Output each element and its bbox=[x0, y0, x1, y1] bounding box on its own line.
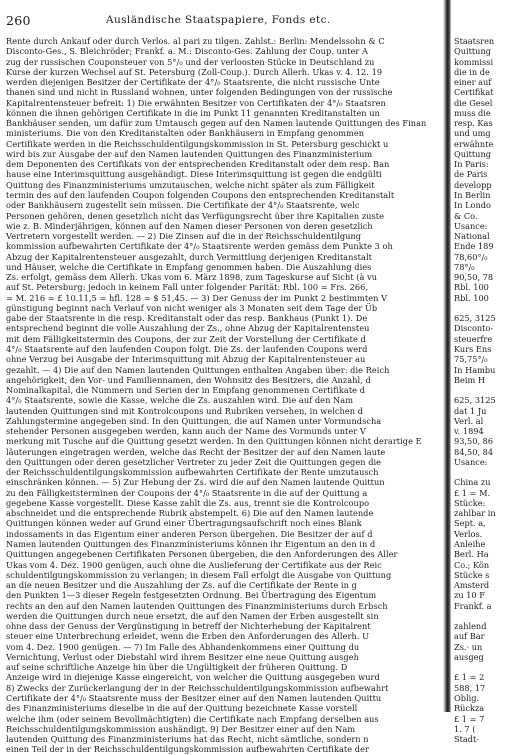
text-line: mit dem Fälligkeitstermin des Coupons, der zur Zeit der Vorstellung der Certifikate d bbox=[6, 333, 366, 344]
text-line: entsprechend beginnt die volle Auszahlung der Zs., ohne Abzug der Kapitalrentensteu bbox=[6, 323, 370, 334]
text-line: Vertretern vorgestellt werden. — 2) Die Zinsen auf die in der Reichsschuldentilgung bbox=[6, 231, 362, 242]
text-line: 78,60°/₀ bbox=[454, 251, 488, 262]
text-line: 8) Zwecks der Zurückerlangung der in der Reichsschuldentilgungskommission aufbewahrt bbox=[6, 682, 389, 693]
running-title: Ausländische Staatspapiere, Fonds etc. bbox=[106, 14, 331, 26]
text-line: zahlend bbox=[454, 621, 487, 632]
text-line: zu 10 F bbox=[454, 590, 485, 601]
text-line: Abzug der Kapitalrentensteuer ausgezahlt, durch Vermittlung derjenigen Kreditanstalt bbox=[6, 251, 372, 262]
text-line: thanen sind und nicht in Russland wohnen, unter folgenden Bedingungen von der russische bbox=[6, 87, 393, 98]
text-line: ohne Verzug bei Ausgabe der Interimsquittung mit Abzug der Kapitalrentensteuer au bbox=[6, 354, 366, 365]
text-line: In Hambu bbox=[454, 364, 496, 375]
text-line: Rückza bbox=[454, 703, 485, 714]
text-line bbox=[454, 303, 505, 313]
text-line: £ 1 = 2 bbox=[454, 672, 485, 683]
text-line: steuerfre bbox=[454, 333, 493, 344]
text-line: Usance: bbox=[454, 220, 488, 231]
text-line: Personen gehören, denen gesetzlich nicht das Verfügungsrecht über ihre Kapitalien zuste bbox=[6, 210, 384, 221]
text-line: zu den Fälligkeitsterminen der Coupons der 4°/₀ Staatsrente in die auf der Quittung a bbox=[6, 487, 368, 498]
text-line: den Quittungen oder deren gesetzlicher Vertreter zu jeder Zeit die Quittungen gegen die bbox=[6, 456, 382, 467]
text-line: 4°/₀ Staatsrente auf den laufenden Coupon folgt. Die Zs. der laufenden Coupons werd bbox=[6, 343, 368, 354]
text-line: einer auf bbox=[454, 77, 492, 88]
text-line: indossaments in das Eigentum einer anderen Person übergehen. Die Besitzer der auf d bbox=[6, 528, 373, 539]
text-line: Kapitalrentensteuer befreit: 1) Die erwähnten Besitzer von Certifikaten der 4°/₀ Staatsren bbox=[6, 97, 386, 108]
text-line: Stücke: bbox=[454, 497, 486, 508]
text-line: zahlbar in bbox=[454, 508, 496, 519]
text-line bbox=[454, 611, 505, 621]
text-line: Sept. a, bbox=[454, 518, 486, 529]
text-line: 625, 3125 bbox=[454, 313, 496, 324]
text-line: ohne dass der Genuss der Vergünstigung in betreff der Nichterhebung der Kapitalrent bbox=[6, 621, 371, 632]
text-line bbox=[454, 385, 505, 395]
text-line: & Co. bbox=[454, 210, 478, 221]
text-line: und umg bbox=[454, 128, 491, 139]
text-line: termin des auf den laufenden Coupon folgenden Coupons den entsprechenden Kreditanstalt bbox=[6, 189, 395, 200]
text-line: £ 1 = M. bbox=[454, 487, 491, 498]
text-line: auf seine schriftliche Anzeige hin über die Ungültigkeit der früheren Quittung. D bbox=[6, 662, 348, 673]
text-line: den Punkten 1—3 dieser Regeln festgesetzten Ordnung. Bei Übertragung des Eigentum bbox=[6, 590, 377, 601]
text-line: abschneidet und die entsprechende Rubrik abstempelt. 6) Die auf den Namen lautende bbox=[6, 508, 374, 519]
text-line: Verlos. bbox=[454, 528, 483, 539]
text-line: Namen lautenden Quittungen des Finanzministeriums können ihr Eigentum an den in d bbox=[6, 539, 376, 550]
text-line: Quittung des Finanzministeriums umzutauschen, welche nicht später als zum Fälligkeit bbox=[6, 179, 375, 190]
text-line: lautenden Quittungen sind mit Kontrolcoupons und Rubriken versehen, in welchen d bbox=[6, 405, 364, 416]
text-line: In Paris: bbox=[454, 159, 489, 170]
text-line: ausgeg bbox=[454, 651, 484, 662]
text-line: hause eine Interimsquittung ausgehändigt. Diese Interimsquittung ist gegen die endgülti bbox=[6, 169, 382, 180]
text-line: resp. Kas bbox=[454, 118, 493, 129]
text-line: Stadt- bbox=[454, 734, 480, 745]
left-page bbox=[6, 0, 443, 755]
text-line: developp bbox=[454, 179, 492, 190]
text-line: v. 1894 bbox=[454, 426, 484, 437]
text-line: Disconto- bbox=[454, 323, 494, 334]
text-line: 90,50, 78 bbox=[454, 272, 494, 283]
right-page-text bbox=[454, 36, 505, 744]
text-line: erwähnte bbox=[454, 138, 494, 149]
text-line: 588, 17 bbox=[454, 682, 486, 693]
text-line bbox=[454, 467, 505, 477]
text-line: muss die bbox=[454, 107, 491, 118]
text-line: einschränken können. — 5) Zur Hebung der Zs. wird die auf den Namen lautende Quittun bbox=[6, 477, 385, 488]
text-line: Ukas vom 4. Dez. 1900 genügen, auch ohne die Auslieferung der Certifikate aus der Reic bbox=[6, 559, 382, 570]
text-line: 75,75°/₀ bbox=[454, 354, 488, 365]
text-line: der Reichsschuldentilgungskommission aufbewahrten Certifikate der Rente umzutausch bbox=[6, 467, 379, 478]
text-line: gabe der Staatsrente in die resp. Kreditanstalt oder das resp. Bankhaus (Punkt 1). De bbox=[6, 313, 368, 324]
text-line: In Berlin bbox=[454, 189, 491, 200]
text-line: Oblig. bbox=[454, 693, 480, 703]
text-line: Kurse der kurzen Wechsel auf St. Petersburg (Zoll-Coup.). Durch Allerh. Ukas v. 4. 12. 19 bbox=[6, 66, 383, 77]
text-line: Rente durch Ankauf oder durch Verlos. al pari zu tilgen. Zahlst.: Berlin: Mendelssohn & C bbox=[6, 36, 385, 46]
text-line: dem Deponenten des Certifikats von der entsprechenden Kreditanstalt oder dem resp. Ban bbox=[6, 159, 390, 170]
text-line: des Finanzministeriums dieselbe in die auf der Quittung bezeichnete Kasse vorstell bbox=[6, 703, 358, 714]
page-number: 260 bbox=[6, 13, 31, 28]
text-line: können die ihnen gehörigen Certifikate in die im Punkt 11 genannten Kreditanstalten un bbox=[6, 107, 380, 118]
text-line: Reichsschuldentilgungskommission aushändigt. 9) Der Besitzer einer auf den Nam bbox=[6, 723, 356, 734]
text-line: lautenden Quittung des Finanzministeriums hat das Recht, nicht sämtliche, sondern n bbox=[6, 734, 369, 745]
text-line: Certifikate werden in die Reichsschuldentilgungskommission in St. Petersburg geschickt u bbox=[6, 138, 389, 149]
text-line: wie z. B. Minderjährigen, können auf den Namen dieser Personen von deren gesetzlich bbox=[6, 220, 373, 231]
text-line: und Häuser, welche die Certifikate in Empfang genommen haben. Die Auszahlung dies bbox=[6, 261, 372, 272]
text-line bbox=[454, 662, 505, 672]
text-line: einen Teil der in der Reichsschuldentilgungskommission aufbewahrten Certifikate der bbox=[6, 744, 369, 755]
text-line: werden diejenigen Besitzer der Certifikate der 4°/₀ Staatsrente, die nicht russische Unte bbox=[6, 77, 380, 88]
book-gutter-shadow bbox=[443, 0, 451, 712]
text-line: gezahlt. — 4) Die auf den Namen lautenden Quittungen enthalten Angaben über: die Reich bbox=[6, 364, 390, 375]
text-line: 4°/₀ Staatsrente, sowie die Kasse, welche die Zs. auszahlen wird. Die auf den Nam bbox=[6, 395, 354, 406]
text-line: Nominalkapital, die Nummern und Serien der in Empfang genommenen Certifikate d bbox=[6, 385, 366, 396]
text-line: oder Bankhäusern zugestellt sein müssen. Die Certifikate der 4°/₀ Staatsrente, welc bbox=[6, 200, 360, 211]
text-line: Frankf. a bbox=[454, 600, 492, 611]
text-line: steuer eine Unterbrechung erleidet, wenn die Erben den Anforderungen des Allerh. U bbox=[6, 631, 370, 642]
text-line: die in de bbox=[454, 66, 490, 77]
text-line: Anzeige wird in diejenige Kasse eingereicht, von welcher die Quittung ausgegeben wurd bbox=[6, 672, 380, 683]
text-line: Beim H bbox=[454, 374, 485, 385]
text-line: auf Bar bbox=[454, 631, 485, 642]
text-line: £ 1 = 7 bbox=[454, 713, 485, 724]
text-line: an die neuen Besitzer und die Auszahlung der Zs. auf die Certifikate der Rente in g bbox=[6, 580, 357, 591]
text-line: Zahlungstermine angegeben sind. In den Quittungen, die auf Namen unter Vormundscha bbox=[6, 415, 382, 426]
text-line: = M. 216 = £ 10.11,5 = hfl. 128 = $ 51,45. — 3) Der Genuss der im Punkt 2 bestimmten V bbox=[6, 292, 388, 303]
text-line: Stücke s bbox=[454, 569, 490, 580]
text-line: vom 4. Dez. 1900 genügen. — 7) Im Falle des Abhandenkommens einer Quittung du bbox=[6, 641, 360, 652]
text-line: Zs. erfolgt, gemäss dem Allerh. Ukas vom 6. März 1898, zum Tageskurse auf Sicht (à vu bbox=[6, 272, 378, 283]
text-line: Usance: bbox=[454, 456, 488, 467]
text-line: Quittungen angegebenen Certifikaten Personen übergeben, die den Anforderungen des Aller bbox=[6, 549, 398, 560]
text-line: 625, 3125 bbox=[454, 395, 496, 406]
text-line: merkung mit Tusche auf die Quittung gesetzt werden. In den Quittungen können nicht derartige E bbox=[6, 436, 422, 447]
text-line: Bankhäuser senden, um dafür zum Umtausch gegen auf den Namen lautende Quittungen des Finan bbox=[6, 118, 427, 129]
text-line: rechts an den auf den Namen lautenden Quittungen des Finanzministeriums durch Erbsch bbox=[6, 600, 388, 611]
text-line: schuldentilgungskommission zu verlangen; in diesem Fall erfolgt die Ausgabe von Quittung bbox=[6, 569, 392, 580]
text-line: Verl. al bbox=[454, 415, 484, 426]
text-line: Co.; Kön bbox=[454, 559, 490, 570]
right-page-fragment bbox=[453, 0, 504, 745]
text-line: 1. 7 ( bbox=[454, 723, 476, 734]
text-line: zug der russischen Couponsteuer von 5°/₀ und der verloosten Stücke in Deutschland zu bbox=[6, 56, 375, 67]
text-line: die Gesel bbox=[454, 97, 493, 108]
text-line: ministeriums. Die von den Kreditanstalten oder Bankhäusern in Empfang genommen bbox=[6, 128, 365, 139]
text-line: Vernichtung, Verlust oder Diebstahl wird ihrem Besitzer eine neue Quittung ausgeh bbox=[6, 651, 359, 662]
page-header bbox=[6, 13, 443, 29]
text-line: stehender Personen ausgegeben werden, kann auch der Name des Vormunds unter V bbox=[6, 426, 366, 437]
text-line: wird bis zur Ausgabe der auf den Namen lautenden Quittungen des Finanzministerium bbox=[6, 148, 373, 159]
text-line: angehörigkeit, den Vor- und Familiennamen, den Wohnsitz des Besitzers, die Anzahl, d bbox=[6, 374, 371, 385]
text-line: welche ihm (oder seinem Bevollmächtigten) die Certifikate nach Empfang derselben aus bbox=[6, 713, 379, 724]
text-line: dat 1 Ju bbox=[454, 405, 487, 416]
text-line: Anleihe bbox=[454, 539, 486, 550]
body-text bbox=[6, 36, 443, 755]
text-line: de Paris bbox=[454, 169, 488, 180]
text-line: Certifikat bbox=[454, 87, 494, 98]
text-line: Rbl. 100 bbox=[454, 282, 489, 293]
text-line: China zu bbox=[454, 477, 491, 488]
text-line: gegebene Kasse vorgestellt. Diese Kasse zahlt die Zs. aus, trennt sie die Kontrolcoupo bbox=[6, 497, 370, 508]
text-line: werden die Quittungen durch neue ersetzt, die auf den Namen der Erben ausgestellt sin bbox=[6, 610, 379, 621]
text-line: Quittungen können weder auf Grund einer Übertragungsaufschrift noch eines Blank bbox=[6, 518, 362, 529]
text-line: Ende 189 bbox=[454, 241, 494, 252]
text-line: National bbox=[454, 231, 490, 242]
text-line: Berl. Ha bbox=[454, 549, 489, 560]
text-line: 78°/₀ bbox=[454, 261, 475, 272]
text-line: Amsterd bbox=[454, 580, 490, 591]
text-line: Disconto-Ges., S. Bleichröder; Frankf. a. M.: Disconto-Ges. Zahlung der Coup. unter A bbox=[6, 46, 369, 57]
text-line: 84,50, 84 bbox=[454, 446, 494, 457]
text-line: Zs.· un bbox=[454, 641, 483, 652]
text-line: Staatsren bbox=[454, 36, 495, 46]
text-line: Quittung bbox=[454, 46, 491, 57]
text-line: kommission aufbewahrten Certifikate der 4°/₀ Staatsrente werden gemäss dem Punkte 3 oh bbox=[6, 241, 393, 252]
text-line: kommissi bbox=[454, 56, 494, 67]
text-line: Quittung bbox=[454, 148, 491, 159]
text-line: 93,50, 86 bbox=[454, 436, 494, 447]
text-line: auf St. Petersburg: jedoch in keinem Fall unter folgender Parität: Rbl. 100 = Frs. 266, bbox=[6, 282, 369, 293]
text-line: Certifikate der 4°/₀ Staatsrente muss der Besitzer einer auf den Namen lautenden Quittu bbox=[6, 693, 382, 703]
text-line: läuterungen eingetragen werden, welche das Recht der Besitzer der auf den Namen laute bbox=[6, 446, 386, 457]
text-line: Rbl. 100 bbox=[454, 292, 489, 303]
text-line: In Londo bbox=[454, 200, 491, 211]
text-line: Kurs Ens bbox=[454, 343, 492, 354]
text-line: günstigung beginnt nach Verlauf von nicht weniger als 3 Monaten seit dem Tage der Üb bbox=[6, 302, 378, 313]
